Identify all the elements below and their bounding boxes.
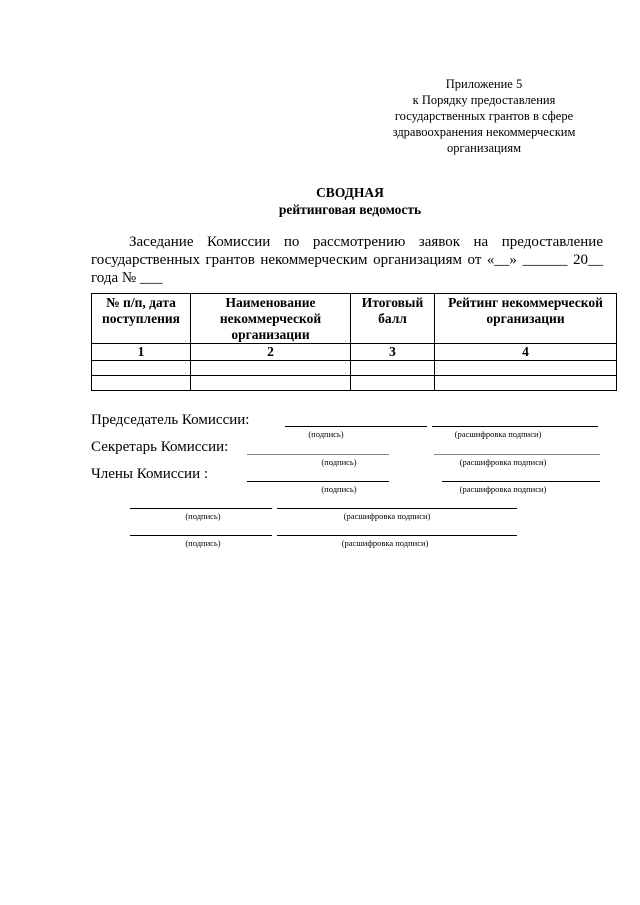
secretary-signature-line[interactable] <box>247 454 389 455</box>
appendix-line: Приложение 5 <box>445 77 523 91</box>
document-title: СВОДНАЯ <box>316 185 384 200</box>
appendix-line: здравоохранения некоммерческим <box>392 125 576 139</box>
table-cell[interactable] <box>92 361 191 376</box>
table-cell[interactable] <box>435 376 617 391</box>
table-row <box>92 376 617 391</box>
signature-caption: (подпись) <box>308 429 344 439</box>
signature-caption: (подпись) <box>185 511 221 521</box>
document-subtitle: рейтинговая ведомость <box>278 202 422 217</box>
decode-caption: (расшифровка подписи) <box>343 511 431 521</box>
member-signature-line[interactable] <box>130 535 272 536</box>
header-cell-number-date: № п/п, дата поступления <box>92 294 191 344</box>
member-decode-line[interactable] <box>442 481 600 482</box>
decode-caption: (расшифровка подписи) <box>459 457 547 467</box>
chairman-signature-line[interactable] <box>285 426 427 427</box>
members-label: Члены Комиссии : <box>91 466 209 482</box>
chairman-label: Председатель Комиссии: <box>91 412 250 428</box>
table-cell[interactable] <box>92 376 191 391</box>
number-cell: 3 <box>351 344 435 361</box>
table-row <box>92 361 617 376</box>
chairman-decode-line[interactable] <box>432 426 598 427</box>
signature-caption: (подпись) <box>321 484 357 494</box>
number-cell: 4 <box>435 344 617 361</box>
member-signature-line[interactable] <box>247 481 389 482</box>
member-decode-line[interactable] <box>277 535 517 536</box>
decode-caption: (расшифровка подписи) <box>341 538 429 548</box>
appendix-line: к Порядку предоставления <box>412 93 556 107</box>
table-cell[interactable] <box>191 376 351 391</box>
appendix-note <box>384 76 584 156</box>
decode-caption: (расшифровка подписи) <box>454 429 542 439</box>
table-cell[interactable] <box>435 361 617 376</box>
decode-caption: (расшифровка подписи) <box>459 484 547 494</box>
secretary-decode-line[interactable] <box>434 454 600 455</box>
number-cell: 2 <box>191 344 351 361</box>
member-signature-line[interactable] <box>130 508 272 509</box>
intro-paragraph: Заседание Комиссии по рассмотрению заявок на предоставление государственных грантов некоммерческим организациям от «__» ______ 20__ года № ___ <box>91 234 603 286</box>
header-cell-org-name: Наименование некоммерческой организации <box>191 294 351 344</box>
table-cell[interactable] <box>351 361 435 376</box>
signature-caption: (подпись) <box>185 538 221 548</box>
table-header-row <box>92 294 617 344</box>
header-cell-total-score: Итоговый балл <box>351 294 435 344</box>
secretary-label: Секретарь Комиссии: <box>91 439 229 455</box>
header-cell-org-rating: Рейтинг некоммерческой организации <box>435 294 617 344</box>
appendix-line: организациям <box>446 141 522 155</box>
number-cell: 1 <box>92 344 191 361</box>
appendix-line: государственных грантов в сфере <box>394 109 574 123</box>
table-cell[interactable] <box>351 376 435 391</box>
rating-table <box>91 293 617 391</box>
signature-caption: (подпись) <box>321 457 357 467</box>
table-number-row <box>92 344 617 361</box>
member-decode-line[interactable] <box>277 508 517 509</box>
table-cell[interactable] <box>191 361 351 376</box>
